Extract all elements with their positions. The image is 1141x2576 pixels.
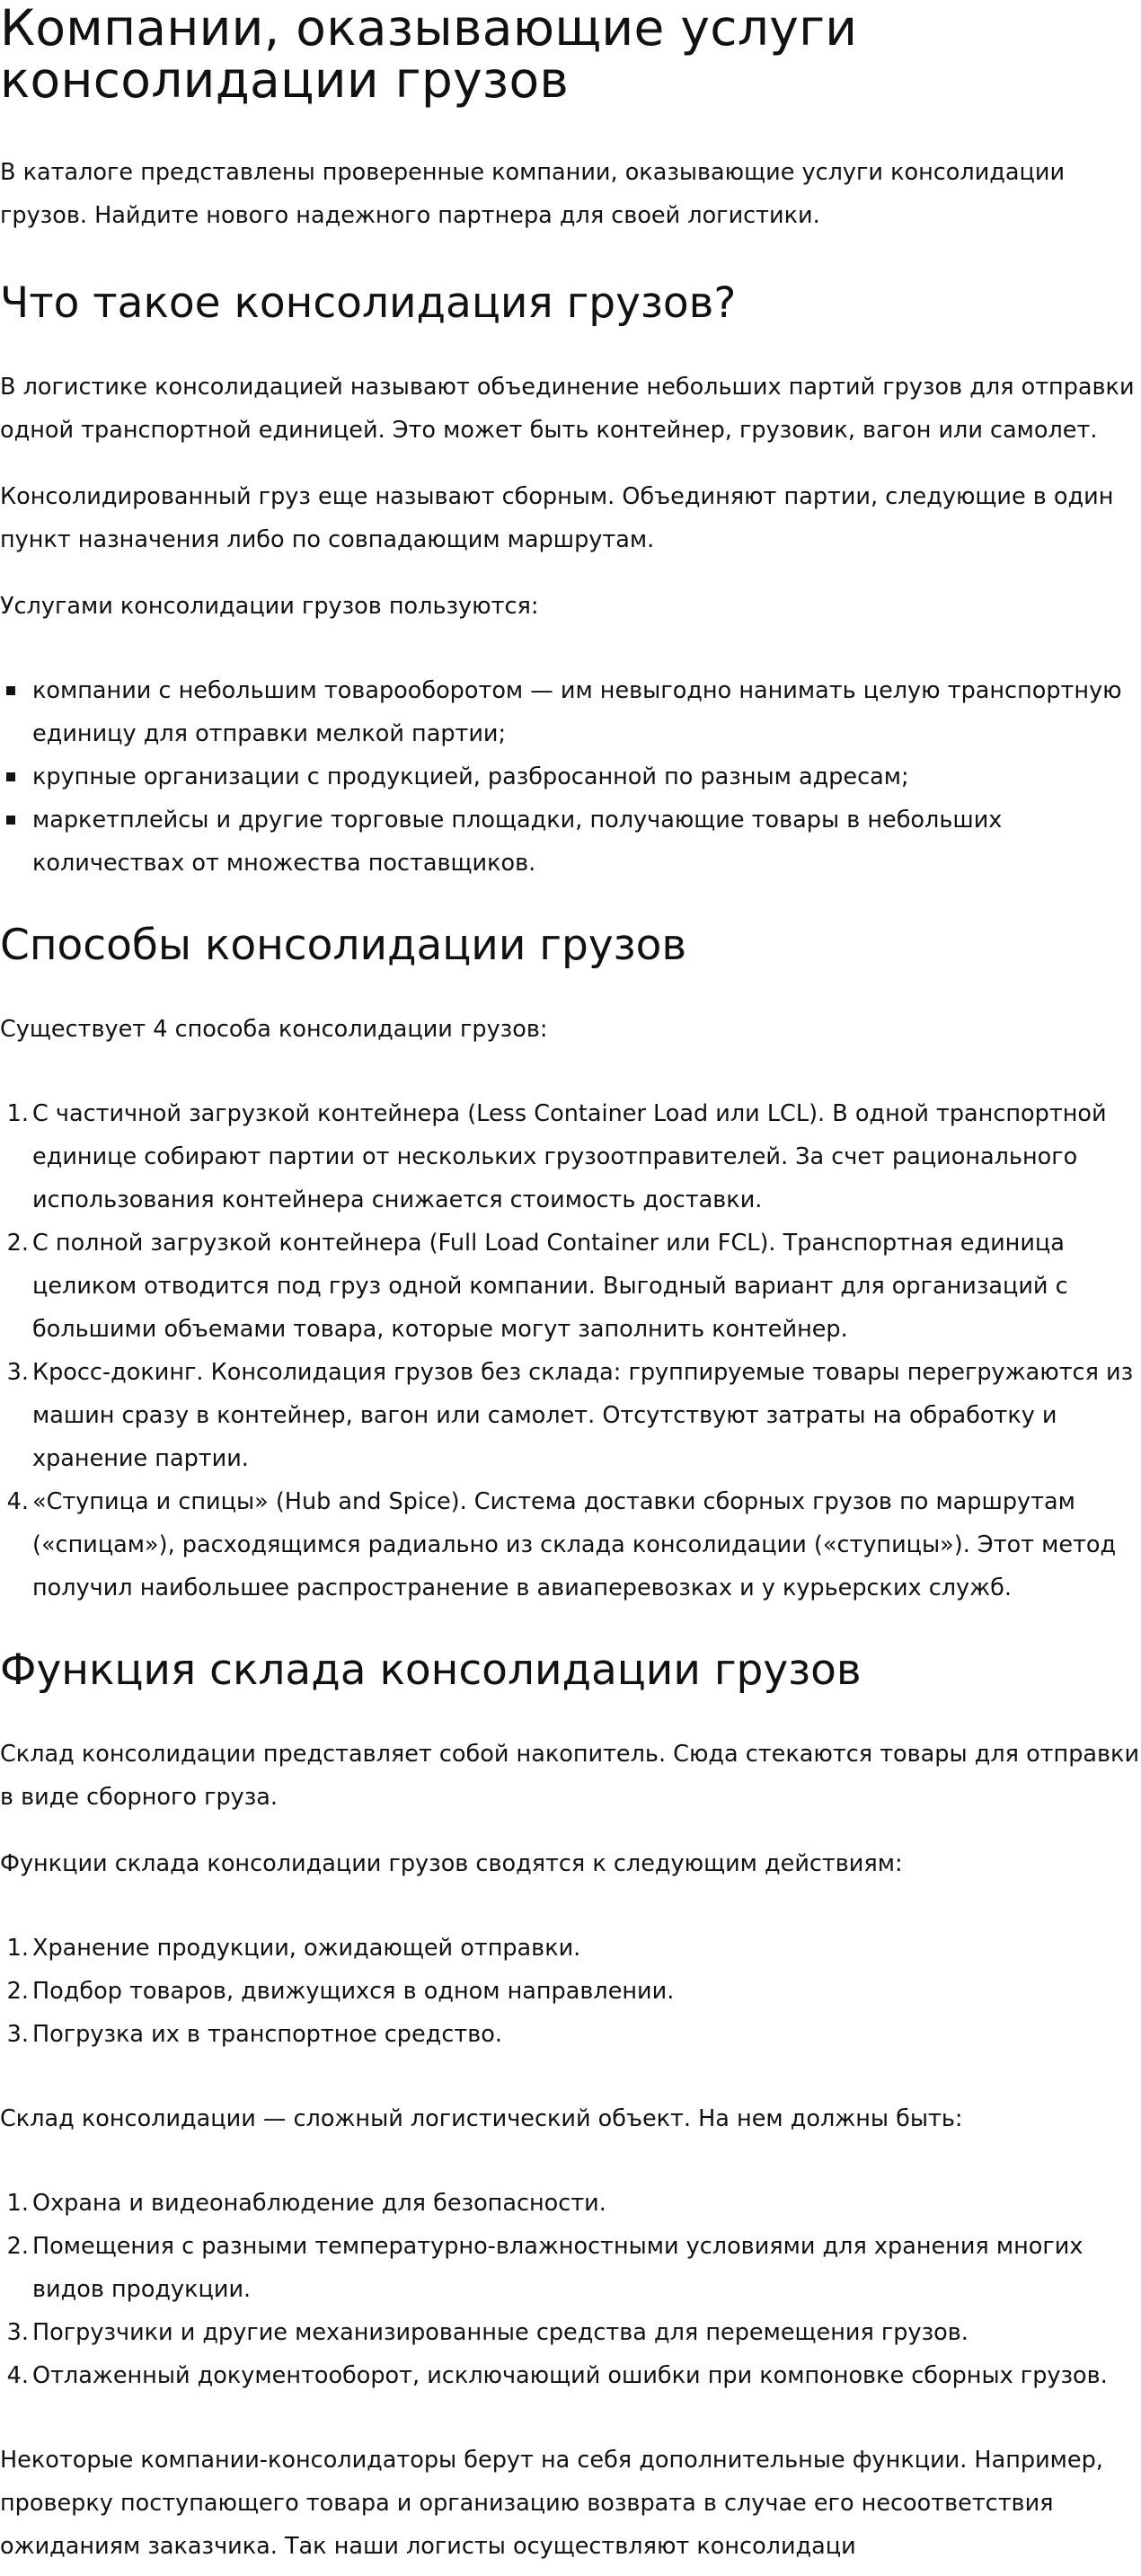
section-heading-what-is: Что такое консолидация грузов? xyxy=(0,278,737,328)
requirements-list xyxy=(0,2182,1141,2397)
list-item-text: С полной загрузкой контейнера (Full Load Container или FCL). Транспортная единица целиком отводится под груз одной компании. Выгодный вариант для организаций с большими объемами товара, которые могут заполнить контейнер. xyxy=(32,1230,1068,1343)
list-number: 3. xyxy=(6,2319,29,2346)
list-number: 2. xyxy=(6,2233,29,2260)
list-item-text: Погрузка их в транспортное средство. xyxy=(32,2021,502,2048)
paragraph: Консолидированный груз еще называют сборным. Объединяют партии, следующие в один пункт назначения либо по совпадающим маршрутам. xyxy=(0,483,1114,553)
list-number: 1. xyxy=(6,1100,29,1127)
list-number: 4. xyxy=(6,1488,29,1515)
list-item xyxy=(6,1222,1141,1351)
list-number: 4. xyxy=(6,2362,29,2389)
list-item-text: Охрана и видеонаблюдение для безопасности. xyxy=(32,2190,606,2217)
list-item xyxy=(6,2182,1141,2225)
paragraph: Существует 4 способа консолидации грузов: xyxy=(0,1016,548,1043)
list-item: компании с небольшим товарооборотом — им невыгодно нанимать целую транспортную единицу для отправки мелкой партии; xyxy=(32,669,1141,755)
list-item xyxy=(6,2013,1141,2056)
paragraph: Услугами консолидации грузов пользуются: xyxy=(0,593,539,620)
list-item-text: Подбор товаров, движущихся в одном направлении. xyxy=(32,1978,675,2005)
list-item xyxy=(6,1351,1141,1480)
paragraph: Функции склада консолидации грузов сводятся к следующим действиям: xyxy=(0,1850,903,1877)
list-item-text: Кросс-докинг. Консолидация грузов без склада: группируемые товары перегружаются из машин сразу в контейнер, вагон или самолет. Отсутствуют затраты на обработку и хранение партии. xyxy=(32,1359,1134,1472)
list-item-text: Погрузчики и другие механизированные средства для перемещения грузов. xyxy=(32,2319,969,2346)
page-title: Компании, оказывающие услуги консолидации грузов xyxy=(0,0,858,109)
list-number: 3. xyxy=(6,2021,29,2048)
list-number: 2. xyxy=(6,1978,29,2005)
list-number: 2. xyxy=(6,1230,29,1257)
list-item-text: Помещения с разными температурно-влажностными условиями для хранения многих видов продукции. xyxy=(32,2233,1084,2303)
functions-list xyxy=(0,1927,1141,2056)
list-item xyxy=(6,1970,1141,2013)
section-heading-methods: Способы консолидации грузов xyxy=(0,921,687,970)
methods-list xyxy=(0,1092,1141,1610)
paragraph: Склад консолидации представляет собой накопитель. Сюда стекаются товары для отправки в виде сборного груза. xyxy=(0,1741,1140,1811)
paragraph: Некоторые компании-консолидаторы берут на себя дополнительные функции. Например, проверку поступающего товара и организацию возврата в случае его несоответствия ожиданиям заказчика. Так наши логисты осуществляют консолидаци xyxy=(0,2447,1103,2560)
intro-paragraph: В каталоге представлены проверенные компании, оказывающие услуги консолидации грузов. Найдите нового надежного партнера для своей логистики. xyxy=(0,159,1066,229)
users-list xyxy=(0,669,1141,885)
list-item xyxy=(6,1480,1141,1610)
section-heading-warehouse: Функция склада консолидации грузов xyxy=(0,1645,862,1695)
list-item-text: «Ступица и спицы» (Hub and Spice). Система доставки сборных грузов по маршрутам («спицам»), расходящимся радиально из склада консолидации («ступицы»). Этот метод получил наибольшее распространение в авиаперевозках и у курьерских служб. xyxy=(32,1488,1117,1601)
list-item xyxy=(6,1092,1141,1222)
list-item: маркетплейсы и другие торговые площадки, получающие товары в небольших количествах от множества поставщиков. xyxy=(32,798,1141,885)
list-number: 3. xyxy=(6,1359,29,1386)
list-item xyxy=(6,2354,1141,2397)
list-number: 1. xyxy=(6,2190,29,2217)
list-item-text: С частичной загрузкой контейнера (Less Container Load или LCL). В одной транспортной единице собирают партии от нескольких грузоотправителей. За счет рационального использования контейнера снижается стоимость доставки. xyxy=(32,1100,1107,1213)
list-item-text: Хранение продукции, ожидающей отправки. xyxy=(32,1935,581,1962)
list-item xyxy=(6,1927,1141,1970)
paragraph: Склад консолидации — сложный логистический объект. На нем должны быть: xyxy=(0,2105,963,2132)
list-number: 1. xyxy=(6,1935,29,1962)
list-item xyxy=(6,2225,1141,2311)
list-item xyxy=(6,2311,1141,2354)
list-item-text: Отлаженный документооборот, исключающий ошибки при компоновке сборных грузов. xyxy=(32,2362,1108,2389)
paragraph: В логистике консолидацией называют объединение небольших партий грузов для отправки одной транспортной единицей. Это может быть контейнер, грузовик, вагон или самолет. xyxy=(0,374,1135,444)
list-item: крупные организации с продукцией, разбросанной по разным адресам; xyxy=(32,755,1141,798)
